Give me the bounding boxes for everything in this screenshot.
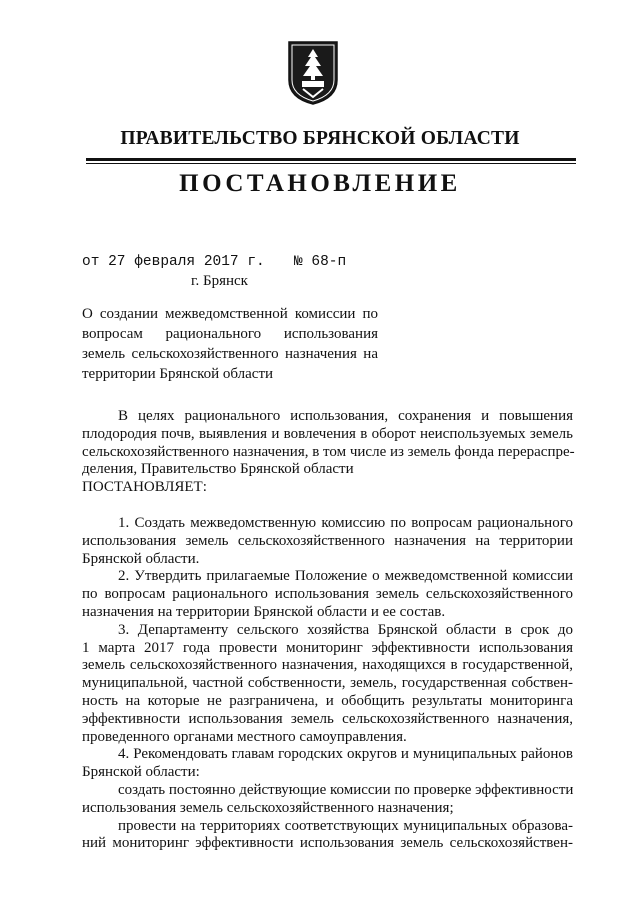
body-line: эффективности использования земель сельскохозяйственного назначения, [82,710,573,727]
subject-line: О создании межведомственной комиссии по [82,306,378,322]
document-number: № 68-п [294,254,347,270]
government-title: ПРАВИТЕЛЬСТВО БРЯНСКОЙ ОБЛАСТИ [120,128,520,149]
item-3 [82,622,573,747]
body-line: назначения на территории Брянской области и ее состав. [82,603,446,620]
body-line: Брянской области. [82,550,200,567]
document-type: ПОСТАНОВЛЕНИЕ [179,170,461,197]
body-line: по вопросам рационального использования земель сельскохозяйственного [82,586,573,603]
body-line: ний мониторинг эффективности использования земель сельскохозяйствен- [82,835,573,852]
item-2 [82,568,573,621]
body-line: Брянской области: [82,764,200,781]
item-4-sub-b [82,818,573,854]
resolves-heading: ПОСТАНОВЛЯЕТ: [82,479,207,496]
subject-line: территории Брянской области [82,366,274,382]
header-rule-thick [86,158,576,161]
body-line: деления, Правительство Брянской области [82,461,354,478]
body-line: В целях рационального использования, сохранения и повышения [118,408,573,424]
header-rule-thin [86,163,576,164]
body-line: использования земель сельскохозяйственного назначения; [82,799,454,816]
body-line: земель сельскохозяйственного назначения, находящихся в государственной, [82,657,573,674]
document-subject [82,304,378,384]
body-line: 2. Утвердить прилагаемые Положение о межведомственной комиссии [118,568,573,585]
item-4 [82,746,573,782]
body-line: провести на территориях соответствующих муниципальных образова- [118,817,573,834]
body-line: 1. Создать межведомственную комиссию по вопросам рационального [118,514,573,531]
item-4-sub-a [82,782,573,818]
body-line: 1 марта 2017 года провести мониторинг эффективности использования [82,639,573,656]
body-line: 3. Департаменту сельского хозяйства Брянской области в срок до [118,621,573,638]
body-line: ность на которые не разграничена, и обобщить результаты мониторинга [82,692,573,709]
coat-of-arms-icon [287,40,339,106]
document-place: г. Брянск [191,273,248,289]
preamble [82,408,573,497]
document-date: от 27 февраля 2017 г. [82,254,265,270]
body-line: плодородия почв, выявления и вовлечения в оборот неиспользуемых земель [82,425,573,442]
body-line: сельскохозяйственного назначения, в том числе из земель фонда перераспре- [82,443,575,460]
body-line: проведенного органами местного самоуправления. [82,728,407,745]
body-line: создать постоянно действующие комиссии по проверке эффективности [118,781,574,798]
body-line: 4. Рекомендовать главам городских округов и муниципальных районов [118,746,573,763]
body-line: муниципальной, частной собственности, земель, государственная собствен- [82,675,573,692]
subject-line: вопросам рационального использования [82,326,378,342]
item-1 [82,515,573,568]
subject-line: земель сельскохозяйственного назначения на [82,346,378,362]
body-line: использования земель сельскохозяйственного назначения на территории [82,532,573,549]
document-body [82,408,573,853]
